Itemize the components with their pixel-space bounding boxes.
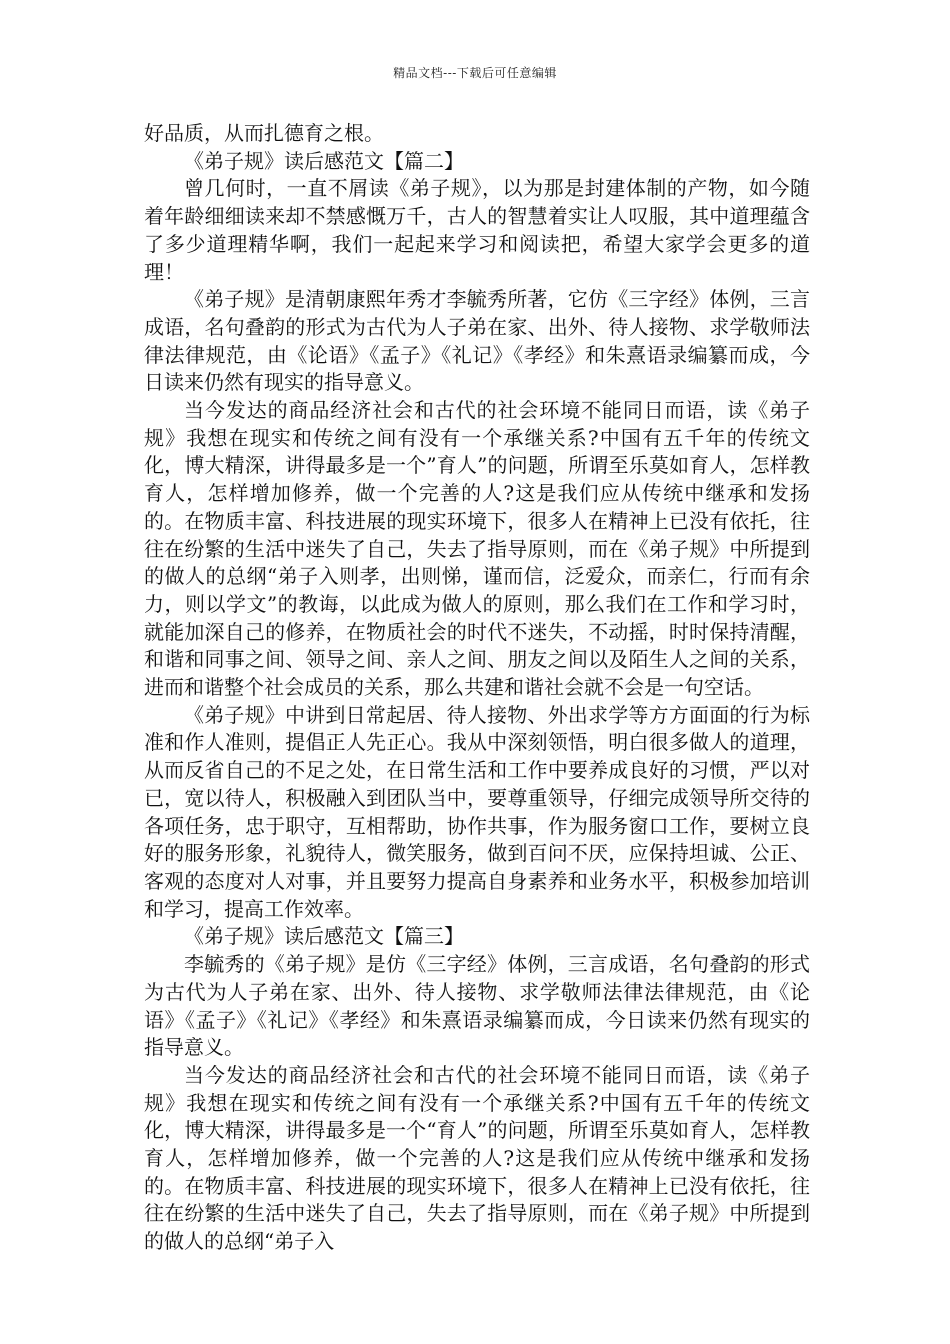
section-heading-part-three: 《弟子规》读后感范文【篇三】 (184, 924, 464, 949)
paragraph: 李毓秀的《弟子规》是仿《三字经》体例，三言成语，名句叠韵的形式为古代为人子弟在家、出外、待人接物、求学敬师法律法律规范，由《论语》《孟子》《礼记》《孝经》和朱熹语录编纂而成，今日读来仍然有现实的指导意义。 (144, 952, 810, 1060)
paragraph: 当今发达的商品经济社会和古代的社会环境不能同日而语，读《弟子规》我想在现实和传统之间有没有一个承继关系?中国有五千年的传统文化，博大精深，讲得最多是一个”育人”的问题，所谓至乐莫如育人，怎样教育人，怎样增加修养，做一个完善的人?这是我们应从传统中继承和发扬的。在物质丰富、科技进展的现实环境下，很多人在精神上已没有依托，往往在纷繁的生活中迷失了自己，失去了指导原则，而在《弟子规》中所提到的做人的总纲“弟子入则孝，出则悌，谨而信，泛爱众，而亲仁，行而有余力，则以学文”的教诲，以此成为做人的原则，那么我们在工作和学习时，就能加深自己的修养，在物质社会的时代不迷失，不动摇，时时保持清醒，和谐和同事之间、领导之间、亲人之间、朋友之间以及陌生人之间的关系，进而和谐整个社会成员的关系，那么共建和谐社会就不会是一句空话。 (144, 398, 810, 700)
paragraph-continuation: 好品质，从而扎德育之根。 (144, 121, 384, 145)
document-body (144, 120, 810, 1256)
section-heading-part-two: 《弟子规》读后感范文【篇二】 (184, 148, 464, 173)
page-header: 精品文档---下载后可任意编辑 (393, 66, 557, 80)
paragraph: 曾几何时，一直不屑读《弟子规》，以为那是封建体制的产物，如今随着年龄细细读来却不禁感慨万千，古人的智慧着实让人叹服，其中道理蕴含了多少道理精华啊，我们一起起来学习和阅读把，希望大家学会更多的道理！ (144, 176, 810, 284)
paragraph: 当今发达的商品经济社会和古代的社会环境不能同日而语，读《弟子规》我想在现实和传统之间有没有一个承继关系?中国有五千年的传统文化，博大精深，讲得最多是一个“育人”的问题，所谓至乐莫如育人，怎样教育人，怎样增加修养，做一个完善的人?这是我们应从传统中继承和发扬的。在物质丰富、科技进展的现实环境下，很多人在精神上已没有依托，往往在纷繁的生活中迷失了自己，失去了指导原则，而在《弟子规》中所提到的做人的总纲“弟子入 (144, 1062, 810, 1254)
paragraph: 《弟子规》是清朝康熙年秀才李毓秀所著，它仿《三字经》体例，三言成语，名句叠韵的形式为古代为人子弟在家、出外、待人接物、求学敬师法律法律规范，由《论语》《孟子》《礼记》《孝经》和朱熹语录编纂而成，今日读来仍然有现实的指导意义。 (144, 287, 810, 395)
paragraph: 《弟子规》中讲到日常起居、待人接物、外出求学等方方面面的行为标准和作人准则，提倡正人先正心。我从中深刻领悟，明白很多做人的道理，从而反省自己的不足之处，在日常生活和工作中要养成良好的习惯，严以对已，宽以待人，积极融入到团队当中，要尊重领导，仔细完成领导所交待的各项任务，忠于职守，互相帮助，协作共事，作为服务窗口工作，要树立良好的服务形象，礼貌待人，微笑服务，做到百问不厌，应保持坦诚、公正、客观的态度对人对事，并且要努力提高自身素养和业务水平，积极参加培训和学习，提高工作效率。 (144, 702, 810, 921)
